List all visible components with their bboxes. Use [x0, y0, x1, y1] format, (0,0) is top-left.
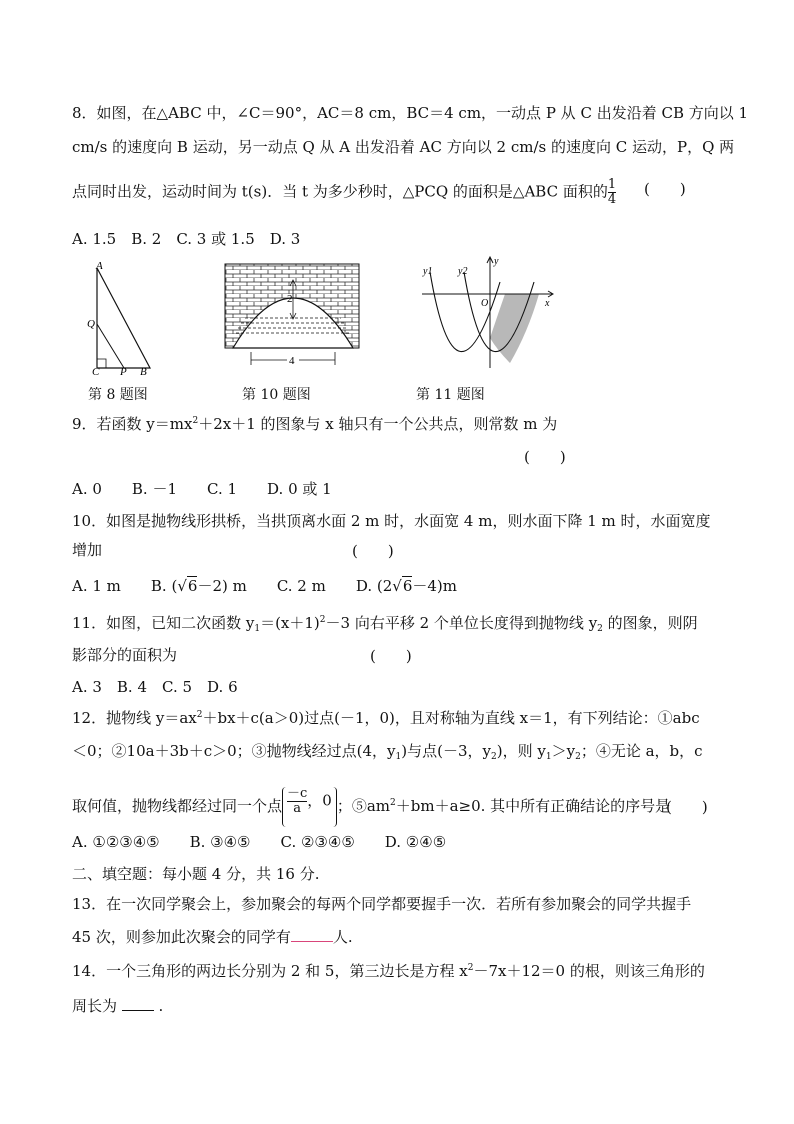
q10-line1: 10．如图是抛物线形拱桥，当拱顶离水面 2 m 时，水面宽 4 m，则水面下降 1 m 时，水面宽度: [72, 512, 711, 530]
q12-point-tail: ，0: [307, 791, 332, 810]
q9-stem-b: ＋2x＋1 的图象与 x 轴只有一个公共点，则常数 m 为: [198, 415, 558, 433]
q14-answer-blank[interactable]: [122, 996, 154, 1011]
q9-answer-paren[interactable]: ( ): [524, 448, 566, 466]
q12-answer-paren[interactable]: ( ): [666, 798, 708, 816]
q13-line2b: 人.: [332, 928, 353, 946]
fig11-label-origin: O: [481, 298, 489, 309]
q12-l2c: )，则 y: [496, 742, 546, 760]
q9-stem: 9．若函数 $y=mx^2+2x+1$ 的图象与 x 轴只有一个公共点，则常数 m 为: [72, 415, 558, 433]
q8-line3-text: 点同时出发，运动时间为 t(s)．当 t 为多少秒时，△PCQ 的面积是△ABC 面积的: [72, 182, 608, 201]
q10-option-b-end: －2) m: [197, 577, 277, 595]
q12-point-num: －c: [287, 786, 308, 801]
q10-options: A. 1 m B. (√6－2) m C. 2 m D. (2√6－4)m: [72, 577, 458, 595]
fig11-label-y: y: [494, 256, 499, 267]
q12-l2d: ＞y: [551, 742, 576, 760]
q11-line1: 11．如图，已知二次函数 $y_1=(x+1)^2-3$ 向右平移 2 个单位长度得到抛物线 $y_2$ 的图象，则阴: [72, 614, 698, 634]
q12-l2a: ＜0；②10a＋3b＋c＞0；③抛物线经过点(4，y: [72, 742, 396, 760]
fig10-caption: 第 10 题图: [242, 387, 311, 403]
q8-options: A. 1.5 B. 2 C. 3 或 1.5 D. 3: [72, 230, 301, 248]
q11-l1b: ＝(x＋1): [260, 614, 320, 632]
q11-l1d: 的图象，则阴: [602, 614, 698, 632]
q8-line1: 8．如图，在△ABC 中，∠C＝90°，AC＝8 cm，BC＝4 cm，一动点 P 从 C 出发沿着 CB 方向以 1: [72, 104, 749, 122]
q12-l3c: ＋bm＋a≥0. 其中所有正确结论的序号是: [395, 797, 671, 815]
q9-stem-a: 9．若函数 y＝mx: [72, 415, 193, 433]
fig10-height-label: 2: [287, 293, 293, 305]
q12-line1: 12．抛物线 $y=ax^2+bx+c(a>0)$过点(－1，0)，且对称轴为直线 x＝1，有下列结论：①abc: [72, 709, 700, 727]
q14-line1b: －7x＋12＝0 的根，则该三角形的: [473, 962, 705, 980]
q8-line3: [72, 178, 616, 207]
q8-frac-num: 1: [607, 177, 617, 192]
q13-line2a: 45 次，则参加此次聚会的同学有: [72, 928, 291, 946]
q12-point-bracket: [282, 787, 337, 827]
q14-line2a: 周长为: [72, 997, 122, 1015]
q13-line1: 13．在一次同学聚会上，参加聚会的每两个同学都要握手一次．若所有参加聚会的同学共握手: [72, 895, 692, 913]
q10-option-d-radicand: 6: [402, 577, 413, 595]
fig8-label-q: Q: [87, 318, 95, 330]
q12-l1b: ＋bx＋c(a＞0)过点(－1，0)，且对称轴为直线 x＝1，有下列结论：①abc: [202, 709, 700, 727]
fig8-caption: 第 8 题图: [88, 387, 148, 403]
q12-options: A. ①②③④⑤ B. ③④⑤ C. ②③④⑤ D. ②④⑤: [72, 833, 447, 851]
q9-options: A. 0 B. －1 C. 1 D. 0 或 1: [72, 480, 332, 498]
fig11-label-y2: y2: [458, 266, 468, 277]
figure-11-parabolas: [418, 254, 558, 370]
q8-line2: cm/s 的速度向 B 运动，另一动点 Q 从 A 出发沿着 AC 方向以 2 cm/s 的速度向 C 运动，P，Q 两: [72, 138, 735, 156]
q11-options: A. 3 B. 4 C. 5 D. 6: [72, 678, 238, 696]
fig8-label-b: B: [140, 366, 147, 376]
fig8-label-a: A: [96, 260, 103, 272]
q10-line2: 增加: [72, 541, 103, 559]
q14-line2: [72, 996, 163, 1016]
q13-answer-blank[interactable]: [291, 927, 333, 942]
q10-option-d-end: －4)m: [412, 577, 458, 595]
q12-l2e: ；④无论 a，b，c: [580, 742, 703, 760]
q10-option-b-start: B. (: [150, 577, 178, 595]
q10-option-b-radicand: 6: [187, 577, 198, 595]
q10-option-a: A. 1 m: [72, 577, 151, 595]
fig10-width-label: 4: [289, 355, 295, 367]
q12-point-den: a: [293, 801, 302, 816]
q11-l1a: 11．如图，已知二次函数 y: [72, 614, 255, 632]
q14-line2b: .: [153, 997, 164, 1015]
q12-line2: ＜0；②10a＋3b＋c＞0；③抛物线经过点(4，$y_1$)与点(－3，$y_2$)，则 $y_1>y_2$；④无论 a，b，c: [72, 742, 703, 762]
q13-line2: [72, 927, 353, 947]
figure-8-triangle: [84, 256, 156, 376]
q12-line3: 取何值，抛物线都经过同一个点 $\frac{-c}{a}$ ，0 ；$⑤am^2+bm+a\ge 0$. 其中所有正确结论的序号是: [72, 784, 670, 828]
fig8-label-c: C: [92, 366, 100, 376]
q10-option-c: C. 2 m: [276, 577, 356, 595]
fig11-label-y1: y1: [423, 266, 433, 277]
q11-answer-paren[interactable]: ( ): [370, 647, 412, 665]
q10-option-d-start: D. (2: [355, 577, 393, 595]
q12-l1a: 12．抛物线 y＝ax: [72, 709, 197, 727]
q8-frac-den: 4: [607, 192, 617, 207]
fig8-label-p: P: [120, 366, 127, 376]
q12-l3b: ；⑤am: [336, 797, 391, 815]
q8-fraction: [608, 178, 616, 207]
q14-line1a: 14．一个三角形的两边长分别为 2 和 5，第三边长是方程 x: [72, 962, 468, 980]
q10-answer-paren[interactable]: ( ): [352, 542, 394, 560]
q14-line1: 14．一个三角形的两边长分别为 2 和 5，第三边长是方程 $x^2-7x+12=0$ 的根，则该三角形的: [72, 962, 705, 980]
q12-point-fraction: [287, 787, 307, 816]
fig11-caption: 第 11 题图: [416, 387, 485, 403]
fig11-label-x: x: [545, 298, 550, 309]
q12-l3a: 取何值，抛物线都经过同一个点: [72, 797, 283, 815]
q12-l2b: )与点(－3，y: [401, 742, 492, 760]
q8-answer-paren[interactable]: ( ): [644, 180, 686, 198]
figure-10-arch-bridge: [223, 262, 365, 368]
q11-line2: 影部分的面积为: [72, 646, 178, 664]
section-2-heading: 二、填空题：每小题 4 分，共 16 分.: [72, 865, 320, 883]
q11-l1c: －3 向右平移 2 个单位长度得到抛物线 y: [325, 614, 598, 632]
